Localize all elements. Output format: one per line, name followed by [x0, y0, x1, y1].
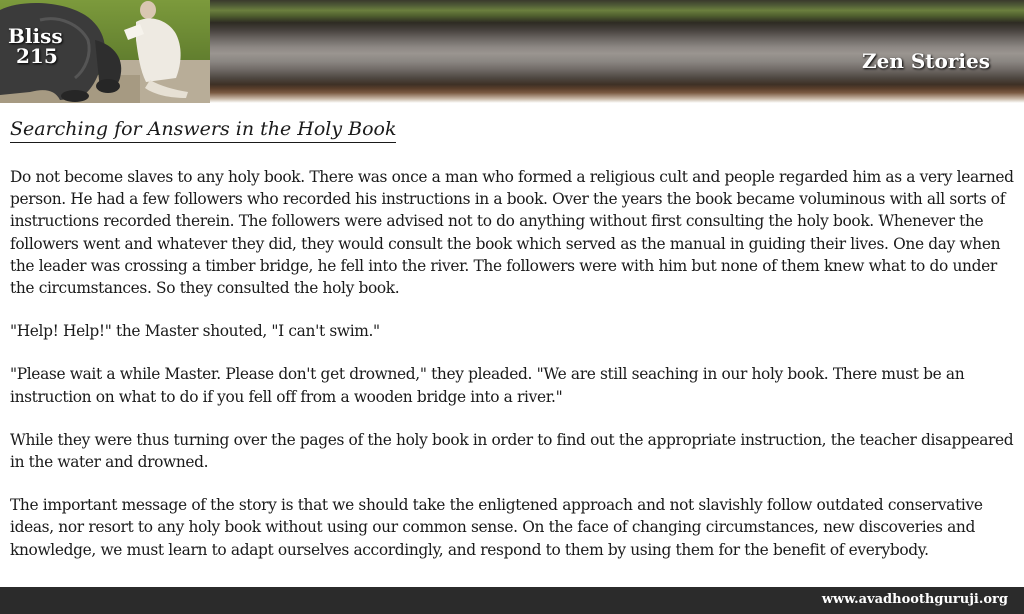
website-url: www.avadhoothguruji.org — [821, 592, 1008, 607]
series-title: Bliss — [8, 24, 63, 48]
series-number: 215 — [16, 44, 58, 68]
story-paragraph: Do not become slaves to any holy book. There was once a man who formed a religious cult and people regarded him as a very learned person. He had a few followers who recorded his instructions in a book. Over the years the book became voluminous with all sorts of instructions recorded therein. The followers were advised not to do anything without first consulting the holy book. Whenever the followers went and whatever they did, they would consult the book which served as the manual in guiding their lives. One day when the leader was crossing a timber bridge, he fell into the river. The followers were with him but none of them knew what to do under the circumstances. So they consulted the holy book. — [10, 168, 1014, 298]
story-paragraph: "Please wait a while Master. Please don't get drowned," they pleaded. "We are still seaching in our holy book. There must be an instruction on what to do if you fell off from a wooden bridge into a river." — [10, 365, 965, 406]
story-paragraph: While they were thus turning over the pages of the holy book in order to find out the appropriate instruction, the teacher disappeared in the water and drowned. — [10, 430, 1014, 472]
story-paragraph: The important message of the story is that we should take the enligtened approach and not slavishly follow outdated conservative ideas, nor resort to any holy book without using our common sense. On the face of changing circumstances, new discoveries and knowledge, we must learn to adapt ourselves accordingly, and respond to them by using them for the benefit of everybody. — [10, 496, 983, 559]
story-paragraph: "Help! Help!" the Master shouted, "I can't swim." — [10, 322, 380, 341]
header-banner — [0, 0, 1024, 103]
footer-bar — [0, 587, 1024, 614]
section-label: Zen Stories — [862, 49, 990, 73]
series-label — [8, 26, 63, 66]
page-title: Searching for Answers in the Holy Book — [10, 118, 396, 143]
story-body — [10, 166, 1014, 582]
